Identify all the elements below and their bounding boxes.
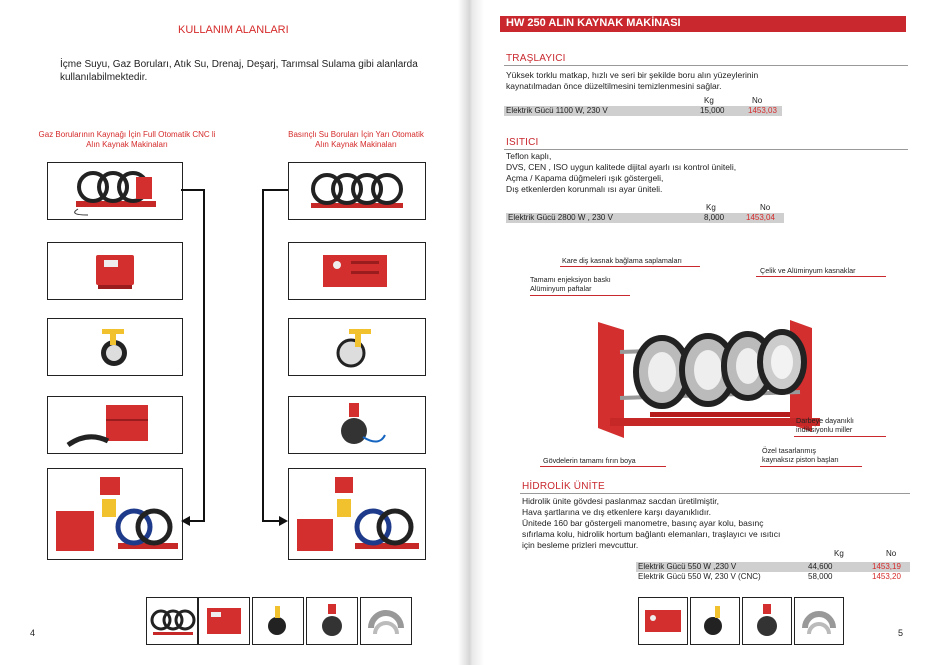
- callout-kasnaklar: Çelik ve Alüminyum kasnaklar: [760, 266, 856, 275]
- usage-intro: İçme Suyu, Gaz Boruları, Atık Su, Drenaj, Deşarj, Tarımsal Sulama gibi alanlarda kullanılabilmektedir.: [60, 59, 418, 83]
- page-gutter: [458, 0, 484, 665]
- hydraulic-desc-line1: Hidrolik ünite gövdesi paslanmaz sacdan üretilmiştir,: [522, 496, 720, 506]
- cnc-hydraulic-unit-image: [47, 396, 183, 454]
- col1-connector-h2: [189, 520, 205, 522]
- cnc-trimmer-image: [47, 318, 183, 376]
- trimmer-kg: 15,000: [700, 106, 725, 115]
- hydraulic-row-1: [636, 562, 910, 572]
- left-page-number: 4: [30, 628, 36, 638]
- hydraulic-row1-kg: 44,600: [808, 562, 833, 571]
- semi-auto-hydraulic-unit-image: [288, 242, 426, 300]
- col1-arrow-icon: [181, 516, 190, 526]
- trimmer-spec-row: [504, 106, 782, 116]
- callout-firin-boya: Gövdelerin tamamı fırın boya: [543, 456, 636, 465]
- heater-desc-line1: Teflon kaplı,: [506, 151, 552, 161]
- thumb-trimmer: [252, 597, 304, 645]
- hydraulic-row2-spec: Elektrik Gücü 550 W, 230 V (CNC): [638, 572, 761, 581]
- heater-no: 1453,04: [746, 213, 775, 222]
- trimmer-col-kg: Kg: [704, 96, 714, 105]
- hw250-machine-image: [590, 300, 830, 450]
- semi-auto-machine-image: [288, 162, 426, 220]
- col2-heading-line2: Alın Kaynak Makinaları: [315, 140, 397, 149]
- col1-heading-line1: Gaz Borularının Kaynağı İçin Full Otomatik CNC li: [38, 130, 216, 139]
- callout-enjeksiyon-line1: Tamamı enjeksiyon baskı: [530, 275, 611, 284]
- hydraulic-row2-kg: 58,000: [808, 572, 833, 581]
- right-page-number: 5: [898, 628, 904, 638]
- thumb-r-trimmer: [690, 597, 740, 645]
- callout-kasnaklar-line: [756, 276, 886, 277]
- heater-rule: [504, 149, 908, 150]
- col1-heading: [22, 130, 232, 150]
- heater-desc-line2: DVS, CEN , ISO uygun kalitede dijital ayarlı ısı kontrol üniteli,: [506, 162, 737, 172]
- left-page-title: KULLANIM ALANLARI: [178, 24, 289, 36]
- thumb-r-heater: [742, 597, 792, 645]
- thumb-r-hydraulic: [638, 597, 688, 645]
- heater-col-kg: Kg: [706, 203, 716, 212]
- hydraulic-row1-no: 1453,19: [872, 562, 901, 571]
- col2-connector-v: [262, 189, 264, 522]
- thumb-machine: [146, 597, 198, 645]
- hydraulic-col-no: No: [886, 549, 897, 558]
- hydraulic-row-2: [636, 572, 910, 582]
- callout-piston-line1: Özel tasarlanmış: [762, 446, 816, 455]
- semi-auto-trimmer-image: [288, 318, 426, 376]
- callout-kare-dis: Kare diş kasnak bağlama saplamaları: [562, 256, 682, 265]
- callout-kare-dis-line: [560, 266, 700, 267]
- hydraulic-row2-no: 1453,20: [872, 572, 901, 581]
- callout-firin-boya-line: [540, 466, 666, 467]
- trimmer-rule: [504, 65, 908, 66]
- callout-enjeksiyon-line: [530, 295, 630, 296]
- hydraulic-desc-line5: için besleme prizleri mevcuttur.: [522, 540, 639, 550]
- hydraulic-desc-line3: Ünitede 160 bar göstergeli manometre, basınç ayar kolu, basınç: [522, 518, 764, 528]
- hydraulic-rule: [520, 493, 910, 494]
- callout-piston-line2: kaynaksız piston başları: [762, 455, 839, 464]
- trimmer-no: 1453,03: [748, 106, 777, 115]
- callout-enjeksiyon: [530, 275, 611, 293]
- hydraulic-desc-line2: Hava şartlarına ve dış etkenlere karşı dayanıklıdır.: [522, 507, 711, 517]
- heater-desc: [506, 151, 906, 195]
- col1-connector-v: [203, 189, 205, 522]
- heater-spec: Elektrik Gücü 2800 W , 230 V: [508, 213, 613, 222]
- trimmer-desc-line2: kaynatılmadan önce düzeltilmesini temizlenmesini sağlar.: [506, 81, 722, 91]
- callout-piston-line: [760, 466, 862, 467]
- trimmer-desc-line1: Yüksek torklu matkap, hızlı ve seri bir şekilde boru alın yüzeylerinin: [506, 70, 759, 80]
- cnc-full-set-image: [47, 468, 183, 560]
- cnc-heater-control-image: [47, 242, 183, 300]
- col1-heading-line2: Alın Kaynak Makinaları: [86, 140, 168, 149]
- heater-title: ISITICI: [506, 137, 539, 148]
- callout-miller-line: [794, 436, 886, 437]
- thumb-heater: [306, 597, 358, 645]
- col1-connector-h1: [181, 189, 204, 191]
- heater-desc-line4: Dış etkenlerden korunmalı ısı ayar üniteli.: [506, 184, 663, 194]
- hydraulic-row1-spec: Elektrik Gücü 550 W ,230 V: [638, 562, 737, 571]
- trimmer-desc: [506, 70, 906, 92]
- banner-text: HW 250 ALIN KAYNAK MAKİNASI: [506, 17, 681, 29]
- col2-heading: [256, 130, 456, 150]
- callout-enjeksiyon-line2: Alüminyum paftalar: [530, 284, 592, 293]
- trimmer-title: TRAŞLAYICI: [506, 53, 566, 64]
- hydraulic-col-kg: Kg: [834, 549, 844, 558]
- thumb-inserts: [360, 597, 412, 645]
- col2-arrow-icon: [279, 516, 288, 526]
- col2-heading-line1: Basınçlı Su Boruları İçin Yarı Otomatik: [288, 130, 424, 139]
- heater-spec-row: [506, 213, 784, 223]
- heater-col-no: No: [760, 203, 771, 212]
- semi-auto-heater-image: [288, 396, 426, 454]
- semi-auto-full-set-image: [288, 468, 426, 560]
- hydraulic-title: HİDROLİK ÜNİTE: [522, 481, 605, 492]
- callout-miller: [796, 416, 854, 434]
- col2-connector-h1: [262, 189, 288, 191]
- col2-connector-h2: [262, 520, 280, 522]
- hydraulic-desc: [522, 496, 912, 551]
- callout-miller-line1: Darbeye dayanıklı: [796, 416, 854, 425]
- thumb-hydraulic: [198, 597, 250, 645]
- hydraulic-desc-line4: sıfırlama kolu, hidrolik hortum bağlantı elemanları, traşlayıcı ve ısıtıcı: [522, 529, 781, 539]
- heater-kg: 8,000: [704, 213, 725, 222]
- title-banner: [500, 16, 906, 32]
- callout-miller-line2: indiksiyonlu miller: [796, 425, 853, 434]
- thumb-r-inserts: [794, 597, 844, 645]
- trimmer-col-no: No: [752, 96, 763, 105]
- trimmer-spec: Elektrik Gücü 1100 W, 230 V: [506, 106, 608, 115]
- callout-piston: [762, 446, 839, 464]
- heater-desc-line3: Açma / Kapama düğmeleri ışık göstergeli,: [506, 173, 664, 183]
- cnc-machine-image: [47, 162, 183, 220]
